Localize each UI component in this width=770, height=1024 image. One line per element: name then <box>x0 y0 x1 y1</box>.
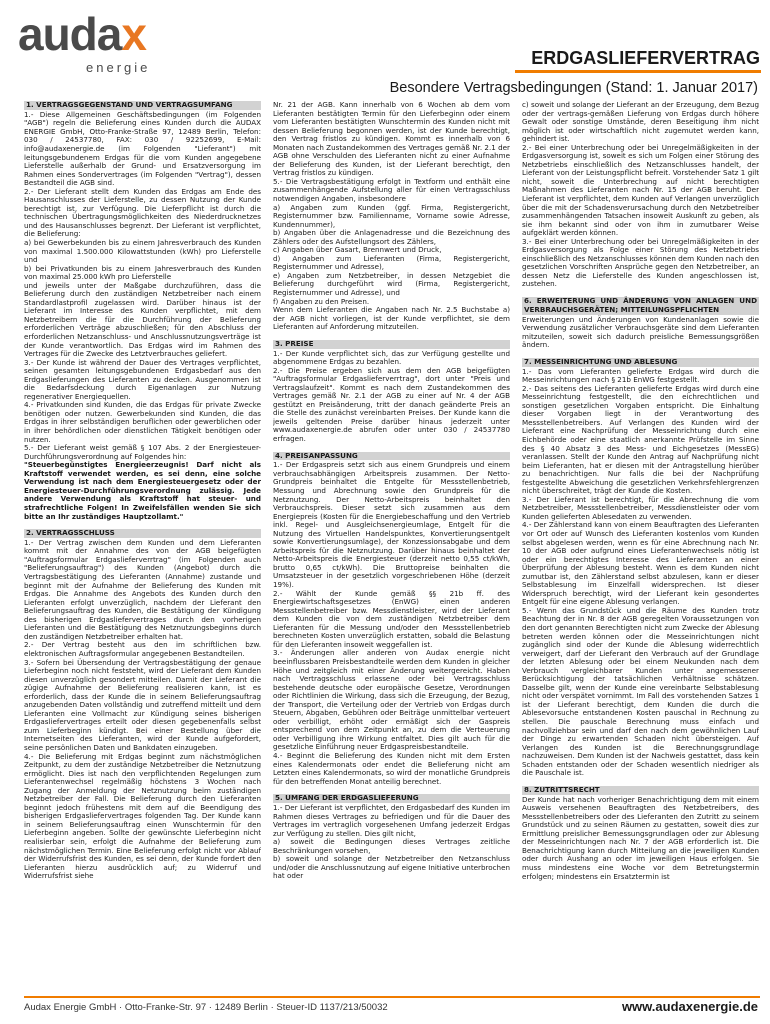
paragraph: a) Angaben zum Kunden (ggf. Firma, Registergericht, Registernummer bzw. Familienname, Vorname sowie Adresse, Kundennummer), <box>273 202 510 229</box>
paragraph: 2.- Das seitens des Lieferanten gelieferte Erdgas wird durch eine Messeinrichtung festgestellt, die den eichrechtlichen und sonstigen gesetzlichen Vorgaben entspricht. Die Einhaltung dieser Vorgaben liegt in der Verantwortung des Messstellenbetreibers. Auf Verlangen des Kunden wird der Lieferant eine Nachprüfung der Messeinrichtung durch eine Eichbehörde oder eine staatlich anerkannte Prüfstelle im Sinne des § 40 Absatz 3 des Mess- und Eichgesetzes (MessEG) veranlassen. Stellt der Kunde den Antrag auf Nachprüfung nicht beim Lieferanten, hat er diesen mit der Antragstellung hierüber zu benachrichtigen. Nur falls die bei der Nachprüfung festgestellte Abweichung die gesetzlichen Verkehrsfehlergrenzen nicht überschreitet, trägt der Kunde die Kosten. <box>522 383 759 496</box>
paragraph: Wenn dem Lieferanten die Angaben nach Nr. 2.5 Buchstabe a) der AGB nicht vorliegen, ist der Kunde verpflichtet, sie dem Lieferanten auf Anforderung mitzuteilen. <box>273 305 510 332</box>
paragraph: c) Angaben über Gasart, Brennwert und Druck, <box>273 245 442 255</box>
paragraph: 1.- Der Vertrag zwischen dem Kunden und dem Lieferanten kommt mit der Annahme des von der AGB beigefügten "Auftragsformular Erdgaslieferverrtrag" (im Folgenden auch "Belieferungsauftrag") des Kunden (Angebot) durch die Vertragsbestätigung des Lieferanten (Annahme) zustande und beginnt mit der Aufnahme der Belieferung des Kunden mit Erdgas. Die Annahme des Angebots des Kunden durch den Lieferanten erfolgt unverzüglich, nachdem der Lieferant den Belieferungsauftrag des Kunden, die Bestätigung der Kündigung des bisherigen Erdgasliefervertrages durch den vorherigen Lieferanten und die Bestätigung des Netznutzungsbeginns durch den zuständigen Netzbetreiber erhalten hat. <box>24 537 261 641</box>
paragraph: 4.- Der Zählerstand kann von einem Beauftragten des Lieferanten vor Ort oder auf Wunsch des Lieferanten kostenlos vom Kunden selbst abgelesen werden, wenn es für eine Abrechnung nach Nr. 10 der AGB oder aufgrund eines Lieferantenwechsels nötig ist oder ein berechtigtes Interesse des Lieferanten an einer Überprüfung der Ablesung besteht. Wenn es dem Kunden nicht zumutbar ist, den Zählerstand selbst abzulesen, kann er dieser Selbstablesung im Einzelfall widersprechen. Ist dieser Widerspruch berechtigt, wird der Lieferant kein gesondertes Entgelt für eine eigene Ablesung verlangen. <box>522 520 759 607</box>
paragraph: 3.- Bei einer Unterbrechung oder bei Unregelmäßigkeiten in der Erdgasversorgung als Folge einer Störung des Netzbetriebs einschließlich des Netzanschlusses können dem Kunden nach den gesetzlichen Vorschriften Ansprüche gegen den Netzbetreiber, an dessen Netz die Lieferstelle des Kunden angeschlossen ist, zustehen. <box>522 236 759 289</box>
section-7-heading: 7. MESSEINRICHTUNG UND ABLESUNG <box>522 358 759 367</box>
section-5-heading: 5. UMFANG DER ERDGASLIEFERUNG <box>273 794 510 803</box>
section-4-heading: 4. PREISANPASSUNG <box>273 452 510 461</box>
logo-subtitle: energie <box>86 60 151 75</box>
paragraph: Nr. 21 der AGB. Kann innerhalb von 6 Wochen ab dem vom Lieferanten bestätigten Termin für den Lieferbeginn oder einem vom Lieferanten bestätigten Wunschtermin des Kunden nicht mit dessen Belieferung begonnen werden, ist der Kunde berechtigt, den Vertrag fristlos zu kündigen. Kommt es innerhalb von 6 Monaten nach Zustandekommen des Vertrages gemäß Nr. 2.1 der AGB ohne Verschulden des Lieferanten nicht zu einer Aufnahme der Belieferung des Kunden, ist der Lieferant berechtigt, den Vertrag fristlos zu kündigen. <box>273 101 510 178</box>
paragraph: 4.- Privatkunden sind Kunden, die das Erdgas für private Zwecke benötigen oder nutzen. Gewerbekunden sind Kunden, die das Erdgas in ihrer selbständigen beruflichen oder gewerblichen oder in ihrer behördlichen oder dienstlichen Tätigkeit benötigen oder nutzen. <box>24 400 261 444</box>
paragraph: d) Angaben zum Lieferanten (Firma, Registergericht, Registernummer und Adresse), <box>273 253 510 272</box>
section-8-heading: 8. ZUTRITTSRECHT <box>522 786 759 795</box>
column-2 <box>273 101 510 986</box>
paragraph: 4.- Die Belieferung mit Erdgas beginnt zum nächstmöglichen Zeitpunkt, zu dem der zuständige Netzbetreiber die Netznutzung ermöglicht. Dies ist nach den verpflichtenden Regelungen zum Lieferantenwechsel regelmäßig höchstens 3 Wochen nach Zugang der Anmeldung der Netznutzung beim zuständigen Netzbetreiber der Fall. Die Belieferung durch den Lieferanten beginnt jedoch frühestens mit dem auf die Beendigung des bisherigen Erdgasliefervertrages folgenden Tag. Der Kunde kann in seinem Belieferungsauftrag einen Wunschtermin für den Lieferbeginn angeben. Sollte der gewünschte Lieferbeginn nicht realisierbar sein, erfolgt die Aufnahme der Belieferung zum nächstmöglichen Termin. Eine Belieferung erfolgt nicht vor Ablauf der Widerrufsfrist des Kunden, es sei denn, der Kunde fordert den Lieferanten hierzu ausdrücklich auf; zu Widerruf und Widerrufsfrist siehe <box>24 751 261 881</box>
footer-company-info: Audax Energie GmbH · Otto-Franke-Str. 97 · 12489 Berlin · Steuer-ID 1137/213/50032 <box>24 1002 388 1013</box>
section-6-heading: 6. ERWEITERUNG UND ÄNDERUNG VON ANLAGEN UND VERBRAUCHSGERÄTEN; MITTEILUNGSPFLICHTEN <box>524 296 757 314</box>
paragraph: 3.- Der Kunde ist während der Dauer des Vertrages verpflichtet, seinen gesamten leitungsgebundenen Erdgasbedarf aus den Erdgaslieferungen des Lieferanten zu decken. Ausgenommen ist die Bedarfsdeckung durch Eigenanlagen zur Nutzung regenerativer Energiequellen. <box>24 357 261 401</box>
paragraph: b) bei Privatkunden bis zu einem Jahresverbrauch des Kunden von maximal 25.000 kWh pro Lieferstelle <box>24 263 261 282</box>
paragraph: 2.- Bei einer Unterbrechung oder bei Unregelmäßigkeiten in der Erdgasversorgung ist, soweit es sich um Folgen einer Störung des Netzbetriebs einschließlich des Netzanschlusses handelt, der Lieferant von der Leistungspflicht befreit. Vorstehender Satz 1 gilt nicht, soweit die Unterbrechung auf nicht berechtigten Maßnahmen des Lieferanten nach Nr. 15 der AGB beruht. Der Lieferant ist verpflichtet, dem Kunden auf Verlangen unverzüglich über die mit der Schadensverursachung durch den Netzbetreiber zusammenhängenden Tatsachen insoweit Auskunft zu geben, als sie ihm bekannt sind oder von ihm in zumutbarer Weise aufgeklärt werden können. <box>522 142 759 238</box>
section-3-body <box>273 350 510 444</box>
document-subtitle: Besondere Vertragsbedingungen (Stand: 1. Januar 2017) <box>389 80 758 96</box>
section-3-heading: 3. PREISE <box>273 340 510 349</box>
section-6-body <box>522 316 759 350</box>
logo-wordmark: audax <box>18 8 146 60</box>
paragraph: Der Kunde hat nach vorheriger Benachrichtigung dem mit einem Ausweis versehenen Beauftragten des Netzbetreibers, des Messstellenbetreibers oder des Lieferanten den Zutritt zu seinem Grundstück und zu seinen Räumen zu gestatten, soweit dies zur Ermittlung preislicher Bemessungsgrundlagen oder zur Ablesung der Messeinrichtungen nach Nr. 7 der AGB erforderlich ist. Die Benachrichtigung kann durch Mitteilung an die jeweiligen Kunden oder durch Aushang an oder im jeweiligen Haus erfolgen. Sie muss mindestens eine Woche vor dem Betretungstermin erfolgen; mindestens ein Ersatztermin ist <box>522 794 759 881</box>
column-1 <box>24 101 261 986</box>
paragraph: 1.- Der Kunde verpflichtet sich, das zur Verfügung gestellte und abgenommene Erdgas zu bezahlen. <box>273 348 510 367</box>
paragraph: a) soweit die Bedingungen dieses Vertrages zeitliche Beschränkungen vorsehen, <box>273 837 510 855</box>
section-4-body <box>273 461 510 786</box>
paragraph: 5.- Der Lieferant weist gemäß § 107 Abs. 2 der Energiesteuer-Durchführungsverordnung auf Folgendes hin: <box>24 443 261 461</box>
paragraph: c) soweit und solange der Lieferant an der Erzeugung, dem Bezug oder der vertrags-gemäßen Lieferung von Erdgas durch höhere Gewalt oder sonstige Umstände, deren Beseitigung ihm nicht möglich ist oder wirtschaftlich nicht zugemutet werden kann, gehindert ist. <box>522 101 759 144</box>
section-1-body <box>24 111 261 461</box>
paragraph: 3.- Sofern bei Übersendung der Vertragsbestätigung der genaue Lieferbeginn noch nicht feststeht, wird der Lieferant dem Kunden diesen unverzüglich gesondert mitteilen. Damit der Lieferant die zügige Aufnahme der Belieferung realisieren kann, ist es erforderlich, dass der Kunde die in seinem Belieferungsauftrag anzugebenden Daten vollständig und zutreffend mitteilt und dem Lieferanten eine Vollmacht zur Kündigung seines bisherigen Erdgasliefervertrages erteilt oder diesen gegebenenfalls selbst zum Lieferbeginn kündigt. Bei einer Bestellung über die Internetseiten des Lieferanten, wird der Kunde aufgefordert, seine persönlichen Daten und Bankdaten einzugeben. <box>24 657 261 752</box>
paragraph: 2.- Der Lieferant stellt dem Kunden das Erdgas am Ende des Hausanschlusses der Lieferstelle, zu dessen Nutzung der Kunde berechtigt ist, zur Verfügung. Die Lieferpflicht ist durch die technischen Übertragungsmöglichkeiten des Niederdrucknetzes und des Hausanschlusses begrenzt. Der Lieferant ist verpflichtet, die Belieferung: <box>24 186 261 239</box>
footer-divider <box>24 996 760 998</box>
document-title: ERDGASLIEFERVERTRAG <box>531 48 760 68</box>
paragraph: 4.- Beginnt die Belieferung des Kunden nicht mit dem Ersten eines Kalendermonats oder endet die Belieferung nicht am Letzten eines Kalendermonats, so wird der monatliche Grundpreis für den betreffenden Monat anteilig berechnet. <box>273 750 510 786</box>
paragraph: b) soweit und solange der Netzbetreiber den Netzanschluss und/oder die Anschlussnutzung auf eigene Initiative unterbrochen hat oder <box>273 854 510 881</box>
title-underline <box>515 70 761 73</box>
audax-logo <box>18 8 168 78</box>
section-1-heading: 1. VERTRAGSGEGENSTAND UND VERTRAGSUMFANG <box>24 101 261 110</box>
paragraph: 1.- Das vom Lieferanten gelieferte Erdgas wird durch die Messeinrichtungen nach § 21b EnWG festgestellt. <box>522 366 759 385</box>
paragraph: f) Angaben zu den Preisen. <box>273 296 370 306</box>
paragraph: 2.- Wählt der Kunde gemäß §§ 21b ff. des Energiewirtschaftsgesetzes (EnWG) einen anderen Messstellenbetreiber bzw. Messdienstleister, wird der Lieferant dem Kunden die von dem zuständigen Netzbetreiber dem Lieferanten für die Messung und/oder den Messstellenbetrieb berechneten Kosten unverzüglich erstatten, sobald die Belastung für den Lieferanten insoweit weggefallen ist. <box>273 588 510 649</box>
paragraph: 1.- Diese Allgemeinen Geschäftsbedingungen (im Folgenden "AGB") regeln die Belieferung eines Kunden durch die AUDAX ENERGIE GmbH, Otto-Franke-Straße 97, 12489 Berlin, Telefon: 030 / 24537780, FAX: 030 / 92252699, E-Mail: info@audaxenergie.de (im Folgenden "Lieferant") mit leitungsgebundenem Erdgas für die vom Kunden angegebene Lieferstelle außerhalb der Grund- und Ersatzversorgung im Rahmen eines Sondervertrages (im Folgenden "Vertrag"), dessen Bestandteil die AGB sind. <box>24 109 261 188</box>
column-3 <box>522 101 759 986</box>
section-7-body <box>522 368 759 778</box>
paragraph: 1.- Der Lieferant ist verpflichtet, den Erdgasbedarf des Kunden im Rahmen dieses Vertrages zu befriedigen und für die Dauer des Vertrages im vertraglich vorgesehenen Umfang jederzeit Erdgas zur Verfügung zu stellen. Dies gilt nicht, <box>273 802 510 838</box>
paragraph: 1.- Der Erdgaspreis setzt sich aus einem Grundpreis und einem verbrauchsabhängigen Arbeitspreis zusammen. Der Netto-Grundpreis beinhaltet die Entgelte für Messstellenbetrieb, Messung und Abrechnung sowie den Grundpreis für die Netznutzung. Der Netto-Arbeitspreis beinhaltet den Verbrauchspreis. Dieser setzt sich zusammen aus dem Energiepreis (Kosten für die Energiebeschaffung und den Vertrieb inkl. Regel- und Ausgleichsenergieumlage, Entgelt für die Nutzung des Virtuellen Handelspunktes, Konvertierungsentgelt sowie Konvertierungsumlage), der Konzessionsabgabe und dem Arbeitspreis für die Netznutzung. Darüber hinaus beinhaltet der Netto-Arbeitspreis die Energiesteuer (derzeit netto 0,55 ct/kWh, brutto 0,65 ct/kWh). Die Bruttopreise beinhalten die Umsatzsteuer in der gesetzlich vorgeschriebenen Höhe (derzeit 19%). <box>273 460 510 590</box>
paragraph: a) bei Gewerbekunden bis zu einem Jahresverbrauch des Kunden von maximal 1.500.000 Kilowattstunden (kWh) pro Lieferstelle und <box>24 238 261 265</box>
paragraph: b) Angaben über die Anlagenadresse und die Bezeichnung des Zählers oder des Aufstellungsort des Zählers, <box>273 228 510 246</box>
paragraph: e) Angaben zum Netzbetreiber, in dessen Netzgebiet die Belieferung durchgeführt wird (Firma, Registergericht, Registernummer und Adresse), und <box>273 270 510 298</box>
section-2-heading: 2. VERTRAGSSCHLUSS <box>24 529 261 538</box>
paragraph: und jeweils unter der Maßgabe durchzuführen, dass die Belieferung durch den zuständigen Netzbetreiber nach einem Standardlastprofil zugelassen wird. Darüber hinaus ist der Lieferant im Interesse des Kunden verpflichtet, mit dem Netzbetreibern die für die Durchführung der Belieferung erforderlichen Verträge abzuschließen; für den Abschluss der erforderlichen Netzanschluss- und Anschlussnutzungsverträge ist der Kunde verantwortlich. Das Erdgas wird im Rahmen des Vertrages für die Zwecke des Letztverbrauches geliefert. <box>24 280 261 359</box>
paragraph: 5.- Wenn das Grundstück und die Räume des Kunden trotz Beachtung der in Nr. 8 der AGB geregelten Voraussetzungen von den dort genannten Berechtigten nicht zum Zwecke der Ablesung betreten werden können oder die Messeinrichtungen nicht zugänglich sind oder der Kunde die Ablesung widerrechtlich verweigert, darf der Lieferant den Verbrauch auf der Grundlage der letzten Ablesung oder bei einem Neukunden nach dem Verbrauch vergleichbarer Kunden unter angemessener Berücksichtigung der tatsächlichen Verhältnisse schätzen. Dasselbe gilt, wenn der Kunde eine vereinbarte Selbstablesung nicht oder verspätet vornimmt. Im Fall des vorstehenden Satzes 1 ist der Lieferant berechtigt, dem Kunden die durch die Ablesevorsuche entstandenen Kosten pauschal in Rechnung zu stellen. Die pauschale Berechnung muss einfach und nachvollziehbar sein und darf den nach dem gewöhnlichen Lauf der Dinge zu erwartenden Schaden nicht übersteigen. Auf Verlangen des Kunden ist die Berechnungsgrundlage nachzuweisen. Dem Kunden ist der Nachweis gestattet, dass kein Schaden entstanden oder der Schaden wesentlich niedriger als die Pauschale ist. <box>522 605 759 778</box>
energy-tax-notice: "Steuerbegünstigtes Energieerzeugnis! Darf nicht als Kraftstoff verwendet werden, es sei denn, eine solche Verwendung ist nach dem Energiesteuergesetz oder der Energiesteuer-Durchführungsverordnung zulässig. Jede andere Verwendung als Kraftstoff hat steuer- und strafrechtliche Folgen! In Zweifelsfällen wenden Sie sich bitte an Ihr zuständiges Hauptzollamt." <box>24 460 261 521</box>
body-columns <box>24 101 760 986</box>
paragraph: 3.- Der Lieferant ist berechtigt, für die Abrechnung die vom Netzbetreiber, Messstellenbetreiber, Messdienstleister oder vom Kunden gelieferten Ablesedaten zu verwenden. <box>522 494 759 521</box>
section-2-body <box>24 539 261 881</box>
paragraph: 5.- Die Vertragsbestätigung erfolgt in Textform und enthält eine zusammenhängende Aufstellung aller für einen Vertragsschluss notwendigen Angaben, insbesondere <box>273 176 510 204</box>
section-8-body <box>522 796 759 881</box>
paragraph: 3.- Änderungen aller anderen von Audax energie nicht beeinflussbaren Preisbestandteile werden dem Kunden in gleicher Höhe und zeitgleich mit einer Änderung weitergereicht. Haben nach Vertragsschluss erlassene oder bei Vertragsschluss bestehende deutsche oder europäische Gesetze, Verordnungen oder Richtlinien die Wirkung, dass sich die Erzeugung, der Bezug, der Transport, die Verteilung oder der Vertrieb von Erdgas durch Steuern, Abgaben, Gebühren oder Beiträge unmittelbar verteuert oder verbilligt, erhöht oder ermäßigt sich der Gaspreis entsprechend von dem Zeitpunkt an, zu dem die Verteuerung oder Verbilligung ihre Wirkung entfaltet. Dies gilt auch für die gesetzliche Einführung neuer Erdgaspreisbestandteile. <box>273 648 510 752</box>
section-5-continued <box>522 101 759 289</box>
paragraph: 2.- Der Vertrag besteht aus den im schriftlichen bzw. elektronischen Auftragsformular angegebenen Bestandteilen. <box>24 640 261 658</box>
footer-website-link[interactable]: www.audaxenergie.de <box>621 999 758 1014</box>
paragraph: Erweiterungen und Änderungen von Kundenanlagen sowie die Verwendung zusätzlicher Verbrauchsgeräte sind dem Lieferanten mitzuteilen, soweit sich dadurch preisliche Bemessungsgrößen ändern. <box>522 314 759 350</box>
paragraph: 2.- Die Preise ergeben sich aus dem den AGB beigefügten "Auftragsformular Erdgaslieferverrtrag", dort unter "Preis und Vertragslaufzeit". Kommt es nach dem Zustandekommen des Vertrages gemäß Nr. 2.1 der AGB zu einer auf Nr. 4 der AGB gestützt en Preisänderung, tritt der danach geänderte Preis an die Stelle des zunächst vereinbarten Preises. Der Kunde kann die jeweils geltenden Preise darüber hinaus jederzeit unter www.audaxenergie.de abrufen oder unter 030 / 24537780 erfragen. <box>273 365 510 444</box>
section-2-continued <box>273 101 510 332</box>
section-5-body <box>273 804 510 881</box>
